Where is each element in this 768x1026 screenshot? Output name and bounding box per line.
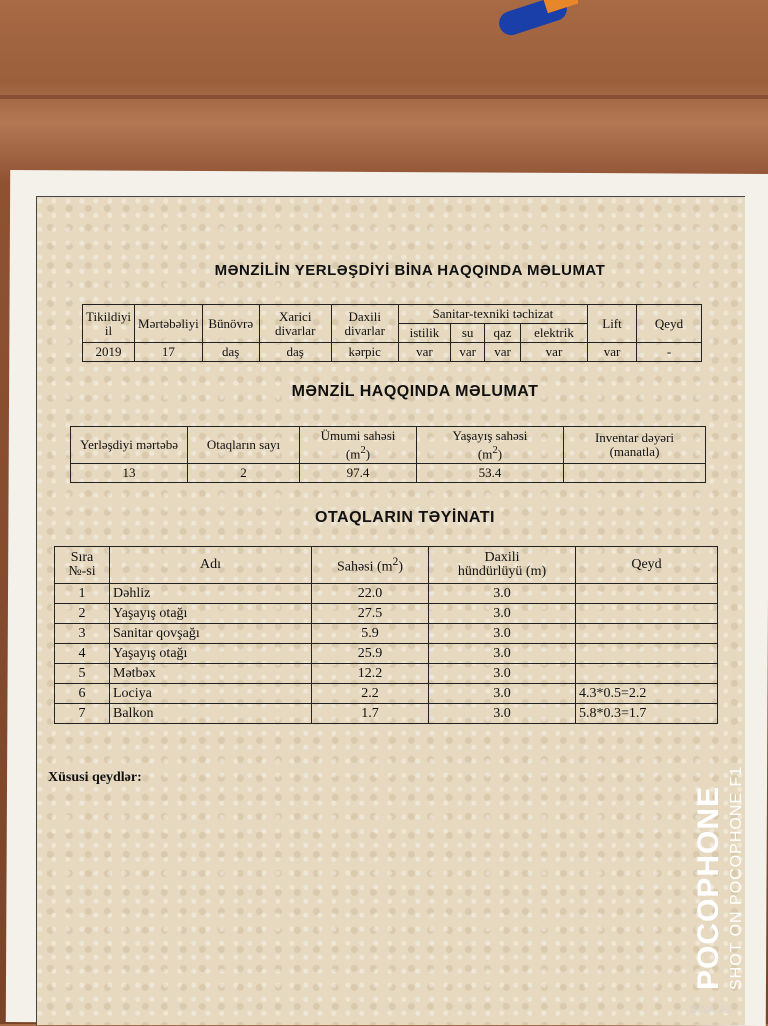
gas-header: qaz xyxy=(485,324,521,343)
gas-value: var xyxy=(485,343,521,362)
outer-walls-value: daş xyxy=(259,343,331,362)
room-height: 3.0 xyxy=(429,604,576,624)
site-watermark: BİNA.AZ xyxy=(690,1004,733,1016)
room-number: 1 xyxy=(55,584,110,604)
inventory-value xyxy=(564,464,706,483)
name-header: Adı xyxy=(110,547,312,584)
apartment-info-table xyxy=(70,426,706,483)
foundation-header: Bünövrə xyxy=(202,305,259,343)
outer-walls-header: Xarici divarlar xyxy=(259,305,331,343)
note-value: - xyxy=(637,343,702,362)
watermark-caption: SHOT ON POCOPHONE F1 xyxy=(728,765,745,990)
room-note xyxy=(576,584,718,604)
room-number: 2 xyxy=(55,604,110,624)
inner-walls-value: kərpic xyxy=(331,343,398,362)
apartment-info-title: MƏNZİL HAQQINDA MƏLUMAT xyxy=(291,383,539,400)
electric-header: elektrik xyxy=(520,324,587,343)
table-row xyxy=(55,704,718,724)
lift-header: Lift xyxy=(588,305,637,343)
electric-value: var xyxy=(520,343,587,362)
inner-walls-header: Daxili divarlar xyxy=(331,305,398,343)
rooms-title: OTAQLARIN TƏYİNATI xyxy=(314,509,495,526)
room-area: 22.0 xyxy=(312,584,429,604)
living-area-value: 53.4 xyxy=(417,464,564,483)
special-notes-label: Xüsusi qeydlər: xyxy=(48,770,142,785)
note-header: Qeyd xyxy=(637,305,702,343)
room-name: Yaşayış otağı xyxy=(110,644,312,664)
building-info-title: MƏNZİLİN YERLƏŞDİYİ BİNA HAQQINDA MƏLUMAT xyxy=(214,262,606,279)
room-height: 3.0 xyxy=(429,684,576,704)
table-row xyxy=(55,624,718,644)
sanitary-header: Sanitar-texniki təchizat xyxy=(398,305,587,324)
living-area-header: Yaşayış sahəsi $(m^2)$ xyxy=(417,427,564,464)
year-value: 2019 xyxy=(83,343,135,362)
room-note xyxy=(576,604,718,624)
height-header: Daxili hündürlüyü (m) xyxy=(429,547,576,584)
room-name: Balkon xyxy=(110,704,312,724)
room-height: 3.0 xyxy=(429,664,576,684)
room-number: 3 xyxy=(55,624,110,644)
room-area: 12.2 xyxy=(312,664,429,684)
table-row xyxy=(55,684,718,704)
room-number: 4 xyxy=(55,644,110,664)
watermark-brand: POCOPHONE xyxy=(692,785,725,990)
table-row xyxy=(55,664,718,684)
water-header: su xyxy=(451,324,485,343)
no-header: Sıra №-si xyxy=(55,547,110,584)
water-value: var xyxy=(451,343,485,362)
total-area-header: Ümumi sahəsi $(m^2)$ xyxy=(300,427,417,464)
room-name: Sanitar qovşağı xyxy=(110,624,312,644)
table-row xyxy=(55,644,718,664)
room-note: 4.3*0.5=2.2 xyxy=(576,684,718,704)
rooms-count-value: 2 xyxy=(188,464,300,483)
pen-icon xyxy=(488,0,578,40)
room-height: 3.0 xyxy=(429,704,576,724)
lift-value: var xyxy=(588,343,637,362)
room-height: 3.0 xyxy=(429,584,576,604)
room-number: 7 xyxy=(55,704,110,724)
area-header: Sahəsi $(m^2)$ xyxy=(312,547,429,584)
building-info-table xyxy=(82,304,702,362)
table-row xyxy=(55,584,718,604)
room-area: 27.5 xyxy=(312,604,429,624)
rooms-table xyxy=(54,546,718,724)
room-height: 3.0 xyxy=(429,624,576,644)
room-height: 3.0 xyxy=(429,644,576,664)
floors-header: Mərtəbəliyi xyxy=(135,305,203,343)
room-area: 5.9 xyxy=(312,624,429,644)
floors-value: 17 xyxy=(135,343,203,362)
room-name: Lociya xyxy=(110,684,312,704)
heating-value: var xyxy=(398,343,451,362)
room-name: Dəhliz xyxy=(110,584,312,604)
room-number: 5 xyxy=(55,664,110,684)
room-name: Yaşayış otağı xyxy=(110,604,312,624)
room-note xyxy=(576,644,718,664)
room-area: 25.9 xyxy=(312,644,429,664)
desk-seam xyxy=(0,95,768,99)
room-note xyxy=(576,664,718,684)
room-note: 5.8*0.3=1.7 xyxy=(576,704,718,724)
room-number: 6 xyxy=(55,684,110,704)
floor-header: Yerləşdiyi mərtəbə xyxy=(71,427,188,464)
rooms-count-header: Otaqların sayı xyxy=(188,427,300,464)
total-area-value: 97.4 xyxy=(300,464,417,483)
year-header: Tikildiyi il xyxy=(83,305,135,343)
foundation-value: daş xyxy=(202,343,259,362)
inventory-header: Inventar dəyəri (manatla) xyxy=(564,427,706,464)
room-area: 1.7 xyxy=(312,704,429,724)
heating-header: istilik xyxy=(398,324,451,343)
room-name: Mətbəx xyxy=(110,664,312,684)
room-note xyxy=(576,624,718,644)
room-note-header: Qeyd xyxy=(576,547,718,584)
room-area: 2.2 xyxy=(312,684,429,704)
camera-watermark xyxy=(692,765,745,990)
table-row xyxy=(55,604,718,624)
floor-value: 13 xyxy=(71,464,188,483)
